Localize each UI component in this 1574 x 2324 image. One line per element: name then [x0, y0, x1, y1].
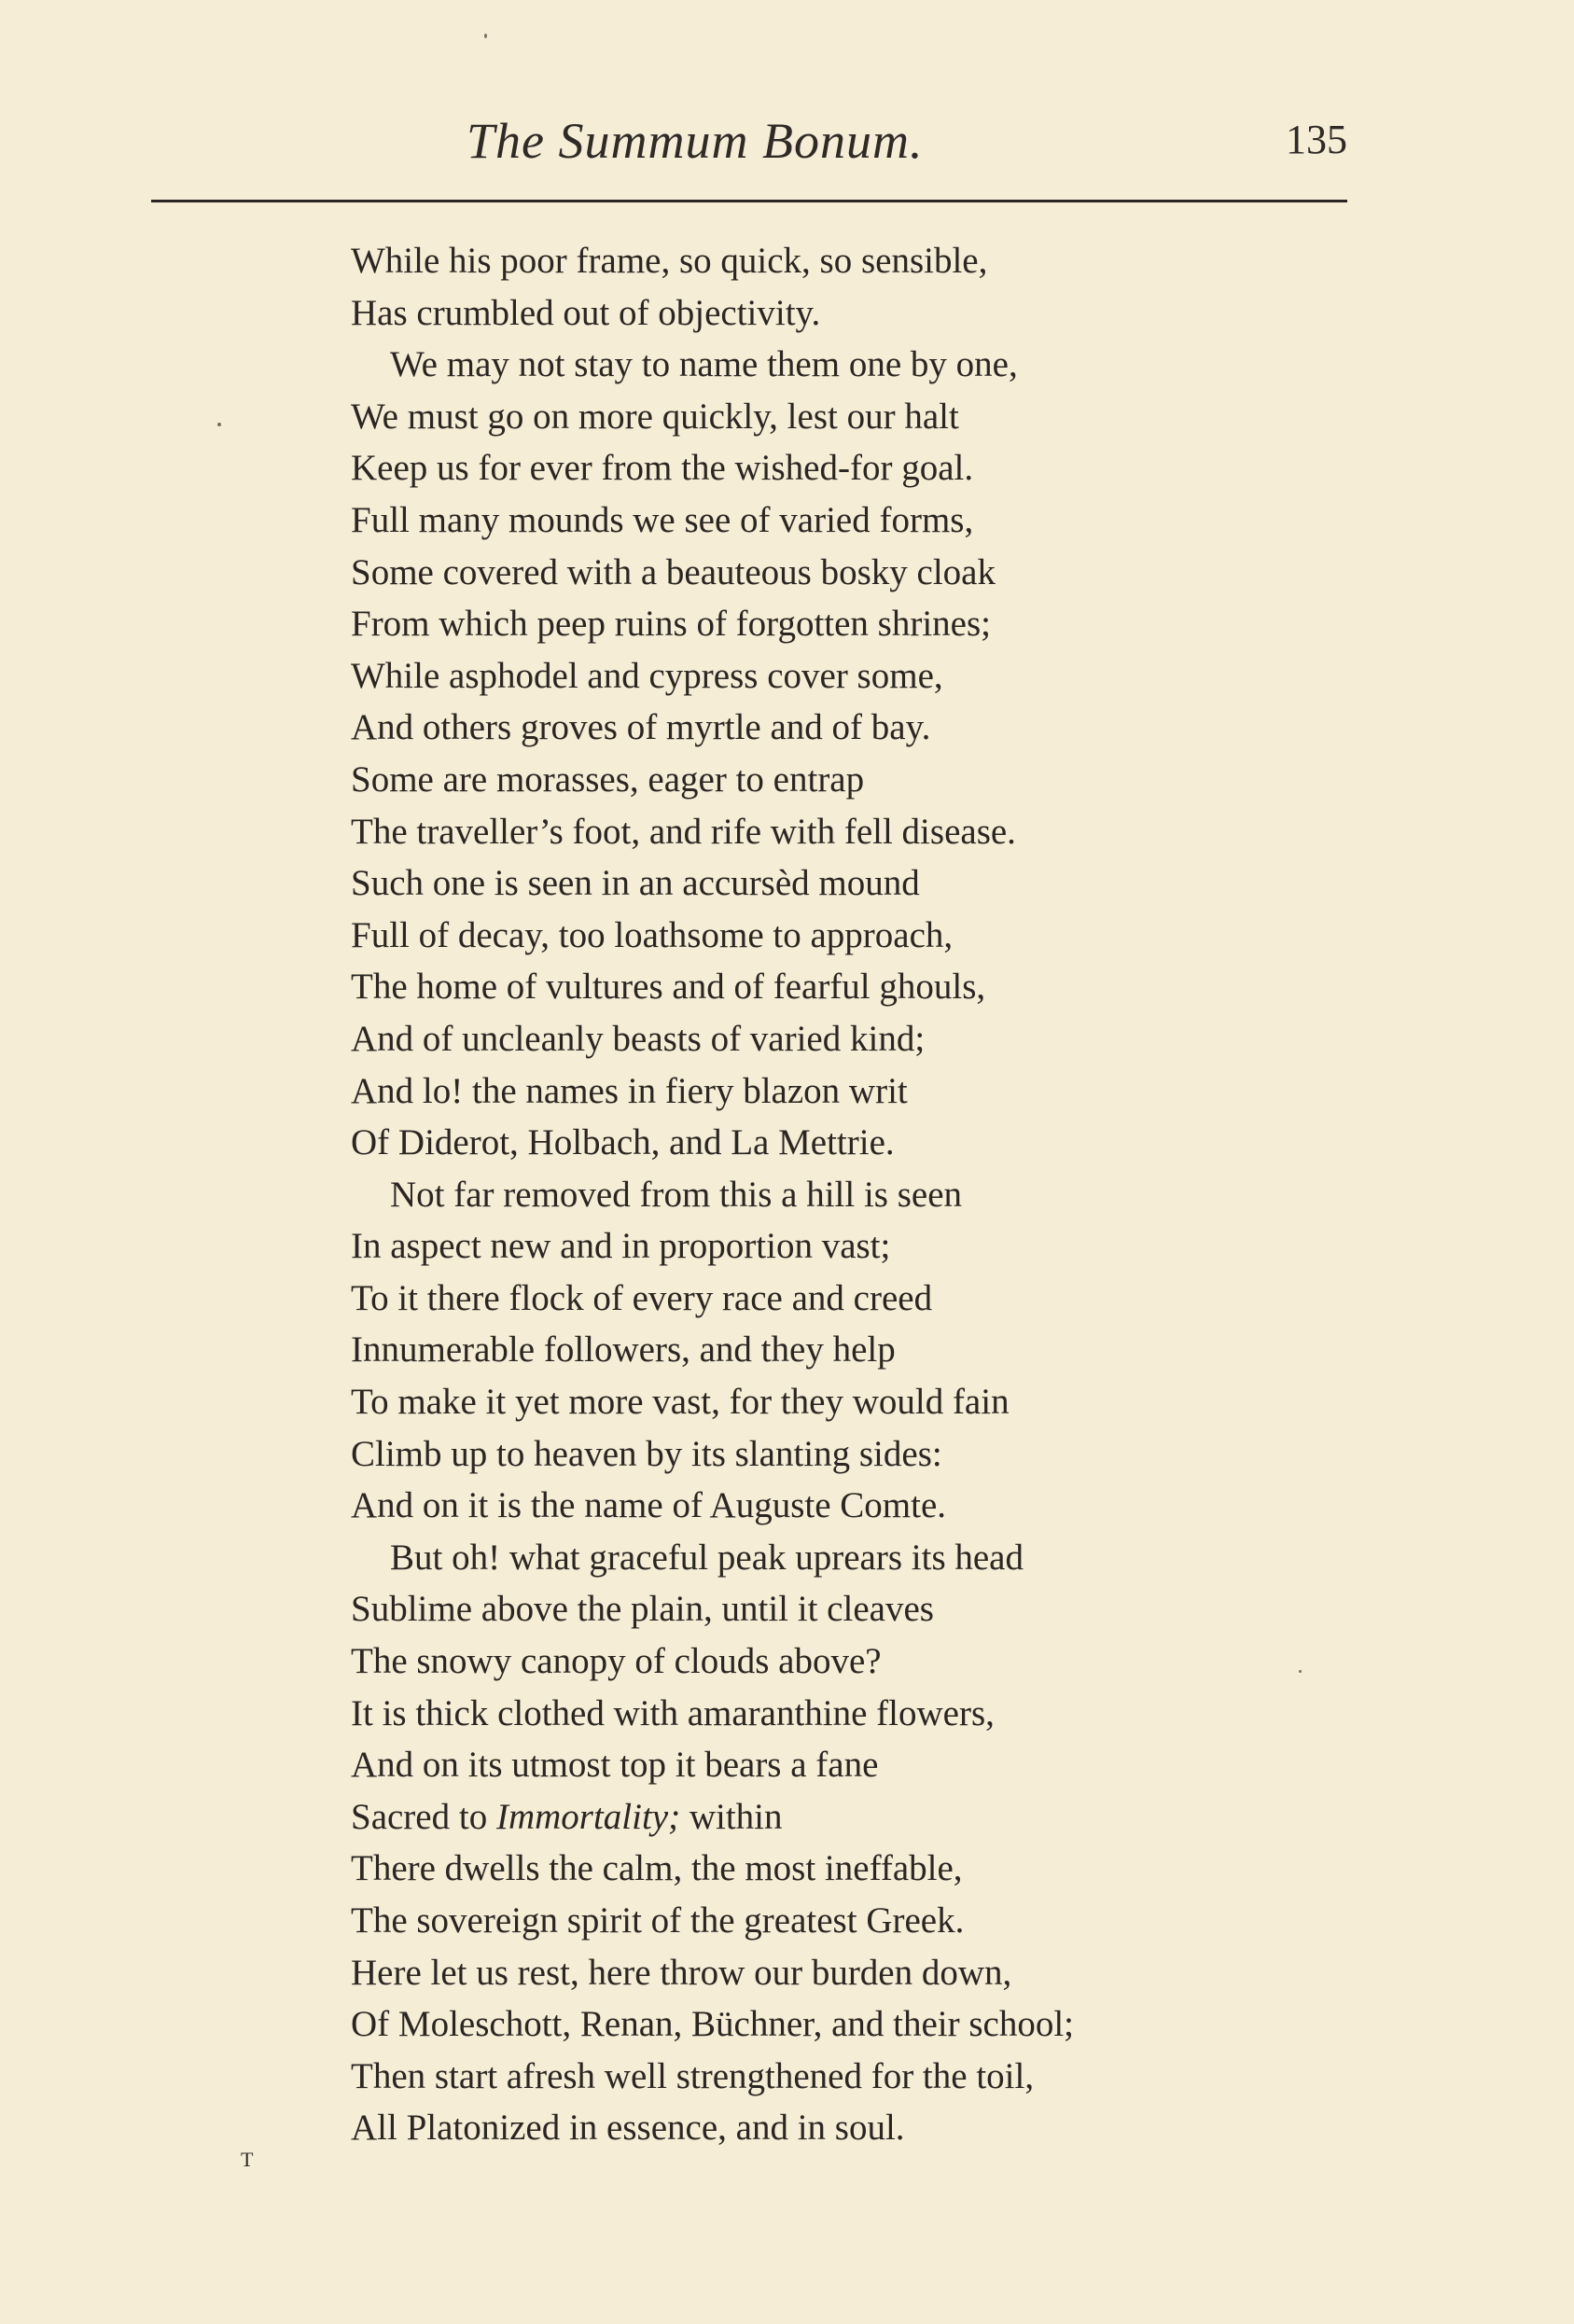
poem-line-text: Some are morasses, eager to entrap — [351, 758, 865, 800]
poem-line — [351, 1895, 1074, 1947]
poem-line — [351, 1428, 1074, 1481]
poem-line — [351, 442, 1074, 494]
poem-line-text: All Platonized in essence, and in soul. — [351, 2108, 905, 2149]
poem-line-text: Keep us for ever from the wished-for goal. — [351, 448, 974, 489]
poem-line-text: Sublime above the plain, until it cleaves — [351, 1589, 934, 1630]
poem-line — [351, 494, 1074, 547]
poem-line — [351, 547, 1074, 599]
poem-line-text: To make it yet more vast, for they would fain — [351, 1382, 1010, 1423]
poem-line — [351, 961, 1074, 1013]
poem-line — [351, 1220, 1074, 1273]
poem-line-text: The sovereign spirit of the greatest Greek. — [351, 1900, 965, 1941]
poem-line-text: But oh! what graceful peak uprears its head — [390, 1537, 1024, 1578]
poem-line-text: within — [680, 1796, 783, 1837]
poem-line — [351, 910, 1074, 962]
poem-line — [351, 1273, 1074, 1325]
poem-line — [351, 1688, 1074, 1740]
poem-line-text: Innumerable followers, and they help — [351, 1329, 896, 1371]
poem-line-text: From which peep ruins of forgotten shrines; — [351, 604, 992, 645]
poem-text — [351, 235, 1074, 2154]
paper-speck — [1299, 1670, 1302, 1673]
poem-line-text: And others groves of myrtle and of bay. — [351, 707, 931, 748]
paper-speck — [217, 423, 221, 426]
poem-line-text: We may not stay to name them one by one, — [390, 344, 1018, 385]
poem-line-text: Not far removed from this a hill is seen — [390, 1174, 963, 1215]
poem-line-text: In aspect new and in proportion vast; — [351, 1226, 891, 1267]
poem-line — [351, 287, 1074, 340]
poem-line-text: While his poor frame, so quick, so sensible, — [351, 241, 988, 281]
poem-line-text: Of Moleschott, Renan, Büchner, and their school; — [351, 2004, 1075, 2045]
poem-line — [351, 391, 1074, 443]
poem-line — [351, 2102, 1074, 2154]
page-number: 135 — [1286, 117, 1347, 162]
poem-line — [351, 1583, 1074, 1635]
poem-line — [351, 857, 1074, 910]
poem-line — [351, 1739, 1074, 1791]
poem-line-italic: Immortality; — [495, 1796, 681, 1837]
poem-line-text: And lo! the names in fiery blazon writ — [351, 1070, 908, 1111]
poem-line-text: Here let us rest, here throw our burden down, — [351, 1952, 1012, 1993]
poem-line — [351, 1532, 1074, 1584]
poem-line-text: The snowy canopy of clouds above? — [351, 1641, 882, 1682]
header-rule — [151, 200, 1347, 202]
poem-line — [351, 339, 1074, 391]
poem-line-text: Such one is seen in an accursèd mound — [351, 863, 920, 904]
running-title: The Summum Bonum. — [467, 113, 924, 169]
poem-line — [351, 650, 1074, 703]
paper-speck — [484, 34, 487, 38]
poem-line — [351, 1117, 1074, 1169]
poem-line-text: It is thick clothed with amaranthine flowers, — [351, 1692, 995, 1733]
poem-line — [351, 1169, 1074, 1221]
poem-line — [351, 1843, 1074, 1895]
poem-line — [351, 2051, 1074, 2103]
poem-line-text: Full of decay, too loathsome to approach, — [351, 914, 954, 955]
poem-line — [351, 598, 1074, 650]
poem-line — [351, 702, 1074, 754]
poem-line-text: Some covered with a beauteous bosky cloak — [351, 551, 996, 592]
poem-line-text: Climb up to heaven by its slanting sides: — [351, 1433, 942, 1474]
poem-line-text: Sacred to — [351, 1796, 496, 1837]
poem-line — [351, 1998, 1074, 2051]
poem-line-text: Full many mounds we see of varied forms, — [351, 499, 974, 540]
poem-line-text: Has crumbled out of objectivity. — [351, 292, 821, 333]
poem-line — [351, 1635, 1074, 1688]
poem-line — [351, 1013, 1074, 1065]
poem-line — [351, 806, 1074, 858]
poem-line-text: Then start afresh well strengthened for the toil, — [351, 2055, 1035, 2096]
poem-line — [351, 1324, 1074, 1376]
poem-line — [351, 1947, 1074, 1999]
poem-line-text: We must go on more quickly, lest our halt — [351, 396, 959, 437]
poem-line-text: Of Diderot, Holbach, and La Mettrie. — [351, 1122, 895, 1163]
poem-line-text: And on it is the name of Auguste Comte. — [351, 1485, 947, 1526]
poem-line-text: To it there flock of every race and creed — [351, 1277, 933, 1318]
poem-line — [351, 1376, 1074, 1428]
poem-line — [351, 1480, 1074, 1532]
poem-line-text: And of uncleanly beasts of varied kind; — [351, 1018, 926, 1059]
poem-line — [351, 235, 1074, 287]
poem-line-text: The traveller’s foot, and rife with fell disease. — [351, 811, 1016, 852]
poem-line-text: There dwells the calm, the most ineffable, — [351, 1848, 963, 1889]
signature-mark: T — [241, 2148, 254, 2171]
poem-line — [351, 1065, 1074, 1118]
poem-line-text: And on its utmost top it bears a fane — [351, 1745, 879, 1786]
poem-line — [351, 754, 1074, 806]
poem-line-text: The home of vultures and of fearful ghouls, — [351, 967, 986, 1008]
poem-line — [351, 1791, 1074, 1844]
poem-line-text: While asphodel and cypress cover some, — [351, 655, 943, 696]
